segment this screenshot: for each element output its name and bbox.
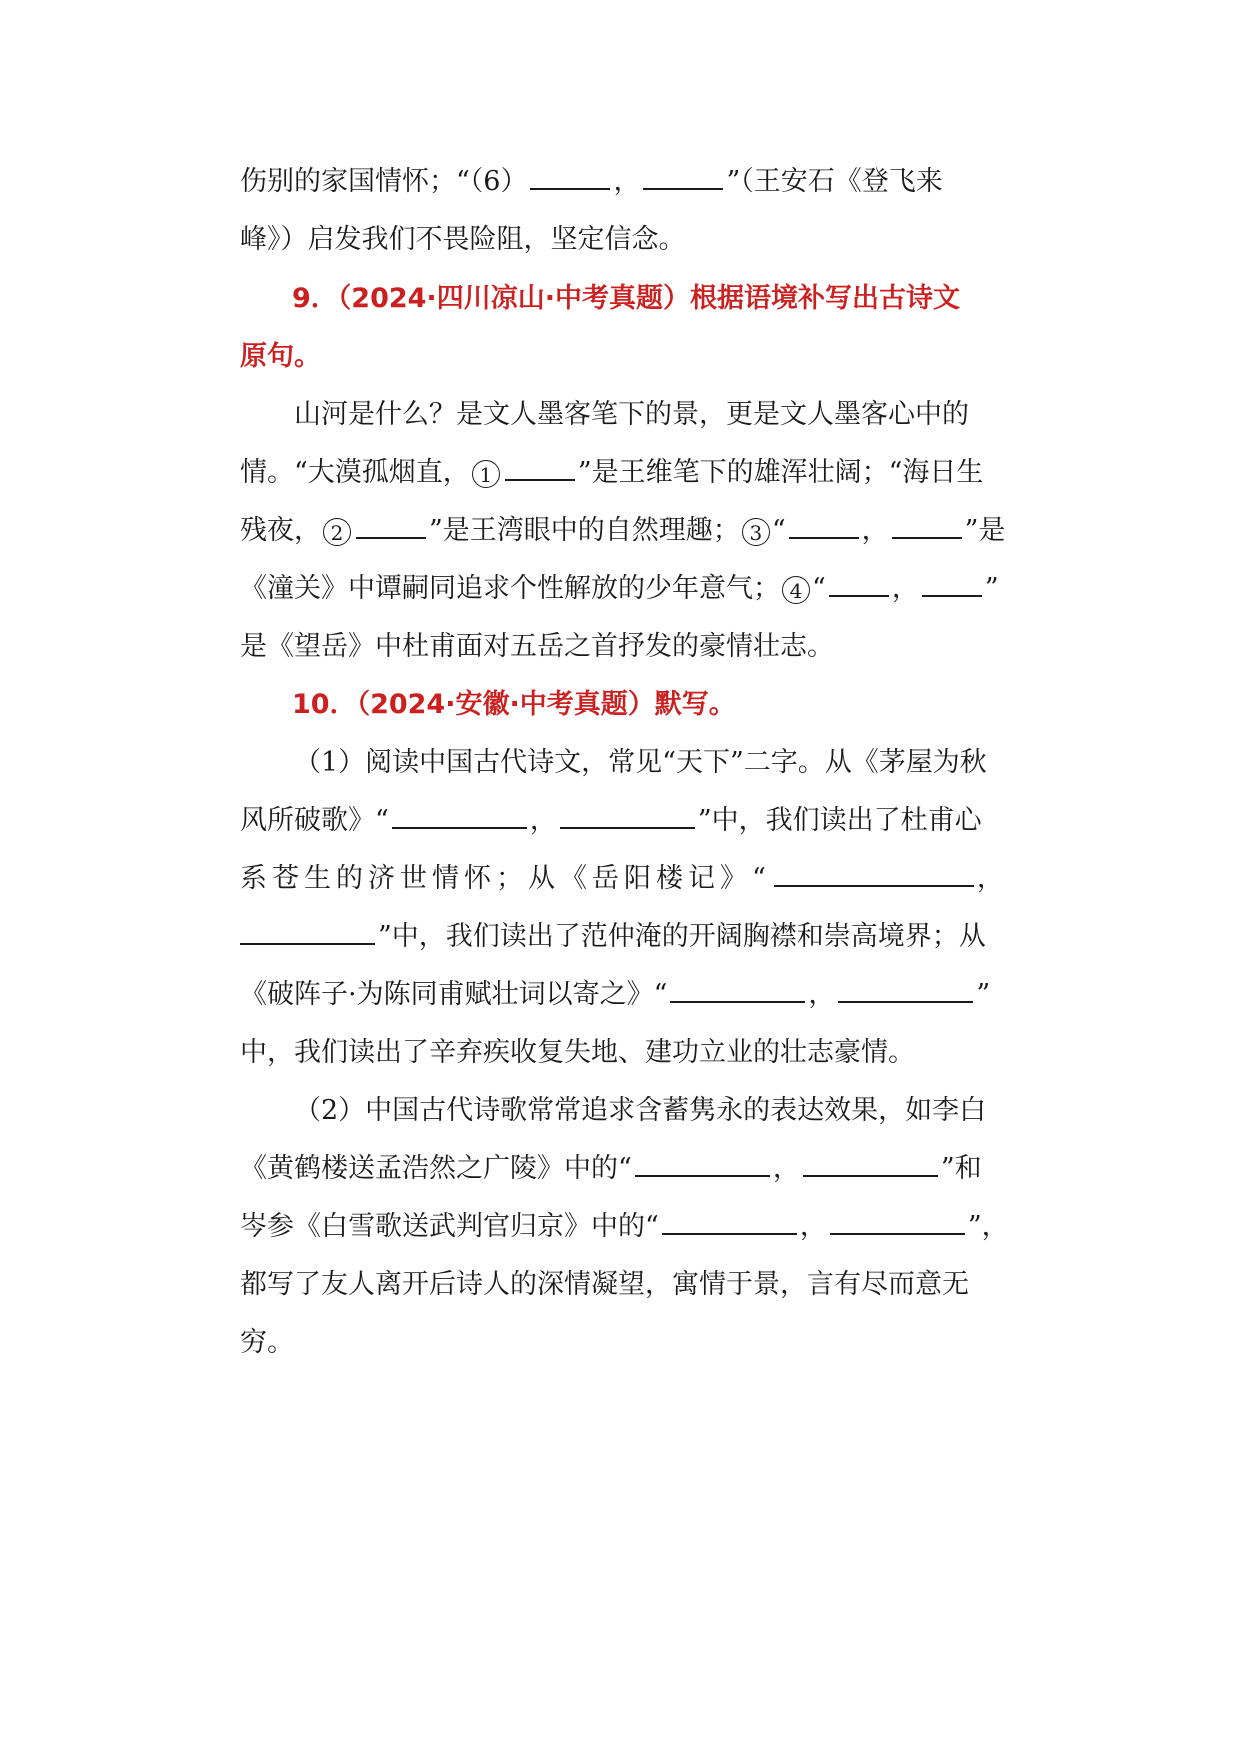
q10-p2-line-2 [240, 1149, 1050, 1189]
q9-line-1: 山河是什么？是文人墨客笔下的景，更是文人墨客心中的 [294, 399, 969, 430]
q9-line-4 [240, 569, 1050, 609]
text: ， [799, 1211, 827, 1242]
answer-blank[interactable] [662, 1207, 797, 1235]
text: “ [771, 515, 786, 546]
answer-blank[interactable] [829, 569, 889, 597]
text: ”， [967, 1211, 1009, 1242]
q10-p2-line-4: 都写了友人离开后诗人的深情凝望，寓情于景，言有尽而意无 [240, 1269, 969, 1300]
q10-p1-line-6: 中，我们读出了辛弃疾收复失地、建功立业的壮志豪情。 [240, 1037, 915, 1068]
text: 情。“大漠孤烟直， [240, 457, 470, 488]
q10-heading: 10．（2024·安徽·中考真题）默写。 [292, 689, 736, 720]
q8-line-2: 峰》）启发我们不畏险阻，坚定信念。 [240, 224, 686, 255]
answer-blank[interactable] [530, 162, 610, 190]
text: 《黄鹤楼送孟浩然之广陵》中的“ [240, 1153, 632, 1184]
text: 伤别的家国情怀；“（6） [240, 166, 528, 197]
answer-blank[interactable] [830, 1207, 965, 1235]
answer-blank[interactable] [643, 162, 723, 190]
q10-p1-line-4 [240, 917, 1050, 957]
q9-heading: 9．（2024·四川凉山·中考真题）根据语境补写出古诗文 [292, 283, 960, 314]
q9-line-2 [240, 453, 1050, 493]
q10-p1-line-5 [240, 975, 1050, 1015]
answer-blank[interactable] [892, 511, 962, 539]
answer-blank[interactable] [922, 569, 982, 597]
text: ， [529, 805, 557, 836]
text: “ [812, 573, 826, 604]
text: ， [891, 573, 919, 604]
circled-number-1: 1 [472, 460, 500, 488]
text: ， [808, 979, 836, 1010]
answer-blank[interactable] [505, 453, 575, 481]
text: ” [976, 979, 991, 1010]
circled-number-3: 3 [742, 518, 770, 546]
text: ， [613, 166, 641, 197]
q10-p1-line-2 [240, 801, 1050, 841]
q9-line-3 [240, 511, 1050, 551]
text: ”是王湾眼中的自然理趣； [429, 515, 740, 546]
q9-line-5: 是《望岳》中杜甫面对五岳之首抒发的豪情壮志。 [240, 631, 834, 662]
text: 《破阵子·为陈同甫赋壮词以寄之》“ [240, 979, 668, 1010]
text: ”中，我们读出了范仲淹的开阔胸襟和崇高境界；从 [378, 921, 986, 952]
text: ， [861, 515, 889, 546]
q10-p1-line-1: （1）阅读中国古代诗文，常见“天下”二字。从《茅屋为秋 [294, 747, 987, 778]
text: ”中，我们读出了杜甫心 [697, 805, 982, 836]
q10-p2-line-3 [240, 1207, 1050, 1247]
text: 风所破歌》“ [240, 805, 389, 836]
answer-blank[interactable] [392, 801, 527, 829]
circled-number-2: 2 [323, 518, 351, 546]
text: ”和 [940, 1153, 982, 1184]
circled-number-4: 4 [782, 576, 810, 604]
answer-blank[interactable] [838, 975, 973, 1003]
q9-heading-cont: 原句。 [240, 341, 321, 372]
text: ， [976, 863, 1009, 894]
answer-blank[interactable] [803, 1149, 938, 1177]
answer-blank[interactable] [789, 511, 859, 539]
answer-blank[interactable] [670, 975, 805, 1003]
answer-blank[interactable] [635, 1149, 770, 1177]
text: 岑参《白雪歌送武判官归京》中的“ [240, 1211, 659, 1242]
text: ， [772, 1153, 800, 1184]
answer-blank[interactable] [560, 801, 695, 829]
text: ”是 [964, 515, 1006, 546]
q10-p1-line-3 [240, 859, 1050, 899]
answer-blank[interactable] [356, 511, 426, 539]
q10-p2-line-5: 穷。 [240, 1327, 294, 1358]
answer-blank[interactable] [774, 859, 974, 887]
text: 《潼关》中谭嗣同追求个性解放的少年意气； [240, 573, 780, 604]
answer-blank[interactable] [240, 917, 375, 945]
text: ”是王维笔下的雄浑壮阔；“海日生 [577, 457, 984, 488]
text: ”（王安石《登飞来 [726, 166, 943, 197]
text: ” [984, 573, 999, 604]
q8-line-1 [240, 162, 1050, 202]
q10-p2-line-1: （2）中国古代诗歌常常追求含蓄隽永的表达效果，如李白 [294, 1095, 987, 1126]
text: 系苍生的济世情怀；从《岳阳楼记》“ [240, 863, 771, 894]
text: 残夜， [240, 515, 321, 546]
